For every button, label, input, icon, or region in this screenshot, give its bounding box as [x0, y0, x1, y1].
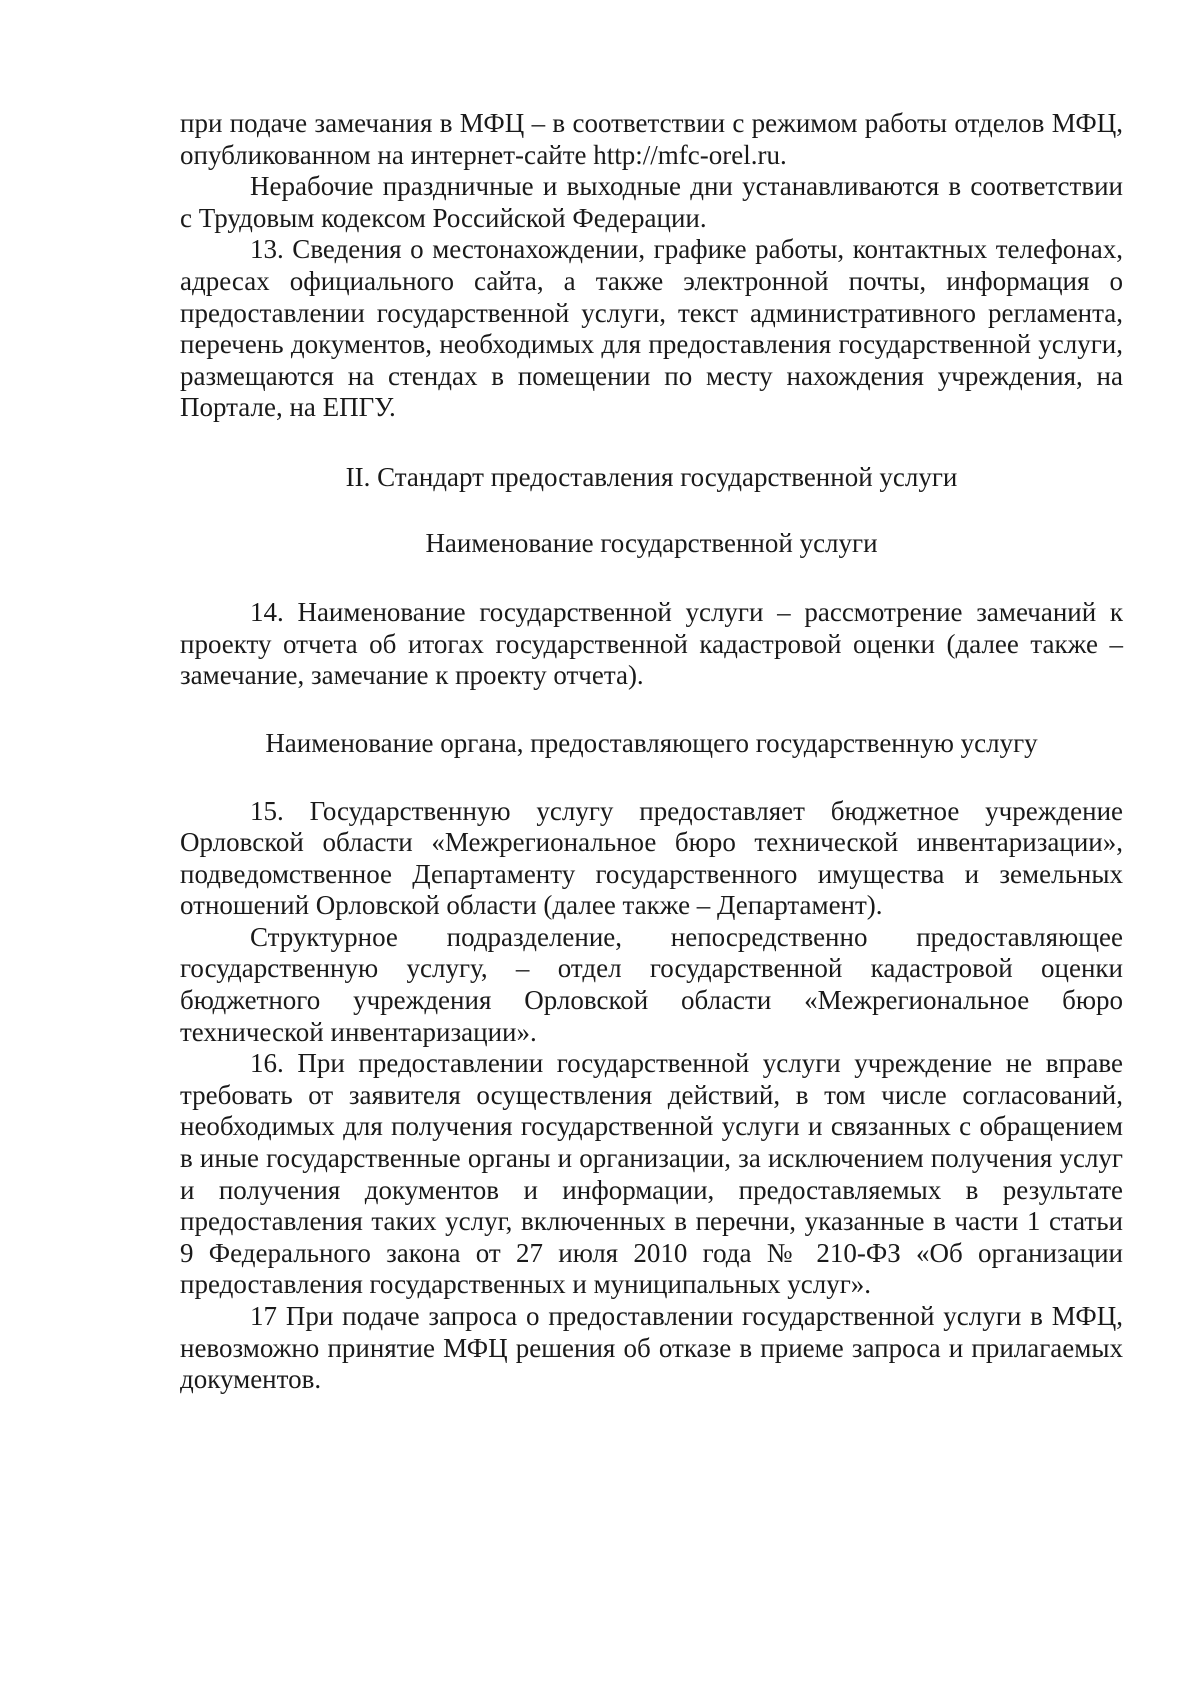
paragraph-non-working-days: Нерабочие праздничные и выходные дни устанавливаются в соответствии с Трудовым кодексом Российской Федерации.	[180, 171, 1123, 233]
subheading-authority-name: Наименование органа, предоставляющего государственную услугу	[265, 727, 1038, 758]
paragraph-17: 17 При подаче запроса о предоставлении государственной услуги в МФЦ, невозможно принятие МФЦ решения об отказе в приеме запроса и прилагаемых документов.	[180, 1301, 1123, 1395]
paragraph-structural-unit: Структурное подразделение, непосредственно предоставляющее государственную услугу, – отдел государственной кадастровой оценки бюджетного учреждения Орловской области «Межрегиональное бюро технической инвентаризации».	[180, 921, 1123, 1047]
paragraph-13: 13. Сведения о местонахождении, графике работы, контактных телефонах, адресах официального сайта, а также электронной почты, информация о предоставлении государственной услуги, текст административного регламента, перечень документов, необходимых для предоставления государственной услуги, размещаются на стендах в помещении по месту нахождения учреждения, на Портале, на ЕПГУ.	[180, 234, 1123, 423]
section-title: II. Стандарт предоставления государственной услуги	[345, 461, 958, 492]
subheading-service-name: Наименование государственной услуги	[425, 527, 878, 558]
paragraph-14: 14. Наименование государственной услуги – рассмотрение замечаний к проекту отчета об итогах государственной кадастровой оценки (далее также – замечание, замечание к проекту отчета).	[180, 597, 1123, 691]
paragraph-mfc-schedule: при подаче замечания в МФЦ – в соответствии с режимом работы отделов МФЦ, опубликованном на интернет-сайте http://mfc-orel.ru.	[180, 108, 1123, 170]
paragraph-15: 15. Государственную услугу предоставляет бюджетное учреждение Орловской области «Межрегиональное бюро технической инвентаризации», подведомственное Департаменту государственного имущества и земельных отношений Орловской области (далее также – Департамент).	[180, 795, 1123, 921]
paragraph-16: 16. При предоставлении государственной услуги учреждение не вправе требовать от заявителя осуществления действий, в том числе согласований, необходимых для получения государственной услуги и связанных с обращением в иные государственные органы и организации, за исключением получения услуг и получения документов и информации, предоставляемых в результате предоставления таких услуг, включенных в перечни, указанные в части 1 статьи 9 Федерального закона от 27 июля 2010 года № 210-ФЗ «Об организации предоставления государственных и муниципальных услуг».	[180, 1048, 1123, 1300]
document-page	[180, 108, 1123, 1396]
